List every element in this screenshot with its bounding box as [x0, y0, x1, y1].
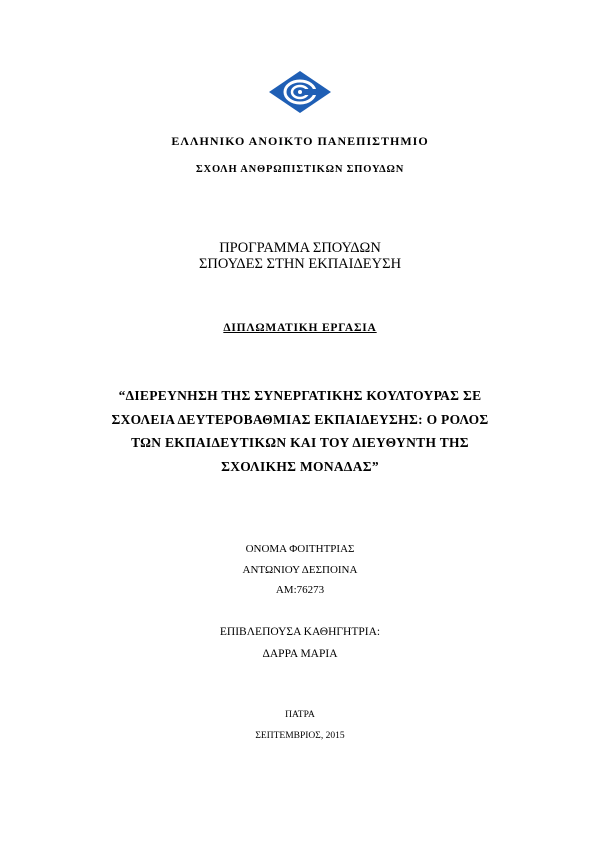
city: ΠΑΤΡΑ [285, 710, 315, 720]
supervisor-block [0, 621, 600, 665]
university-name: ΕΛΛΗΝΙΚΟ ΑΝΟΙΚΤΟ ΠΑΝΕΠΙΣΤΗΜΙΟ [171, 134, 429, 148]
program-title: ΠΡΟΓΡΑΜΜΑ ΣΠΟΥΔΩΝ [219, 240, 381, 256]
footer-block [0, 705, 600, 747]
program-block [0, 240, 600, 272]
student-label: ΟΝΟΜΑ ΦΟΙΤΗΤΡΙΑΣ [245, 543, 355, 555]
program-subtitle: ΣΠΟΥΔΕΣ ΣΤΗΝ ΕΚΠΑΙΔΕΥΣΗ [198, 256, 402, 272]
thesis-title [0, 384, 600, 478]
thesis-title-line: “ΔΙΕΡΕΥΝΗΣΗ ΤΗΣ ΣΥΝΕΡΓΑΤΙΚΗΣ ΚΟΥΛΤΟΥΡΑΣ ΣΕ [118, 388, 482, 403]
thesis-title-line: ΤΩΝ ΕΚΠΑΙΔΕΥΤΙΚΩΝ ΚΑΙ ΤΟΥ ΔΙΕΥΘΥΝΤΗ ΤΗΣ [131, 435, 469, 450]
thesis-title-line: ΣΧΟΛΙΚΗΣ ΜΟΝΑΔΑΣ” [221, 458, 379, 474]
student-name: ΑΝΤΩΝΙΟΥ ΔΕΣΠΟΙΝΑ [242, 563, 358, 576]
supervisor-name: ΔΑΡΡΑ ΜΑΡΙΑ [262, 648, 338, 660]
supervisor-label: ΕΠΙΒΛΕΠΟΥΣΑ ΚΑΘΗΓΗΤΡΙΑ: [219, 626, 381, 638]
school-name: ΣΧΟΛΗ ΑΝΘΡΩΠΙΣΤΙΚΩΝ ΣΠΟΥΔΩΝ [195, 164, 405, 175]
thesis-title-line: ΣΧΟΛΕΙΑ ΔΕΥΤΕΡΟΒΑΘΜΙΑΣ ΕΚΠΑΙΔΕΥΣΗΣ: Ο ΡΟΛΟΣ [111, 411, 489, 427]
university-logo-icon [268, 70, 332, 114]
student-id: ΑΜ:76273 [275, 584, 325, 596]
thesis-label: ΔΙΠΛΩΜΑΤΙΚΗ ΕΡΓΑΣΙΑ [223, 322, 377, 334]
student-block [0, 539, 600, 601]
date: ΣΕΠΤΕΜΒΡΙΟΣ, 2015 [255, 731, 345, 741]
